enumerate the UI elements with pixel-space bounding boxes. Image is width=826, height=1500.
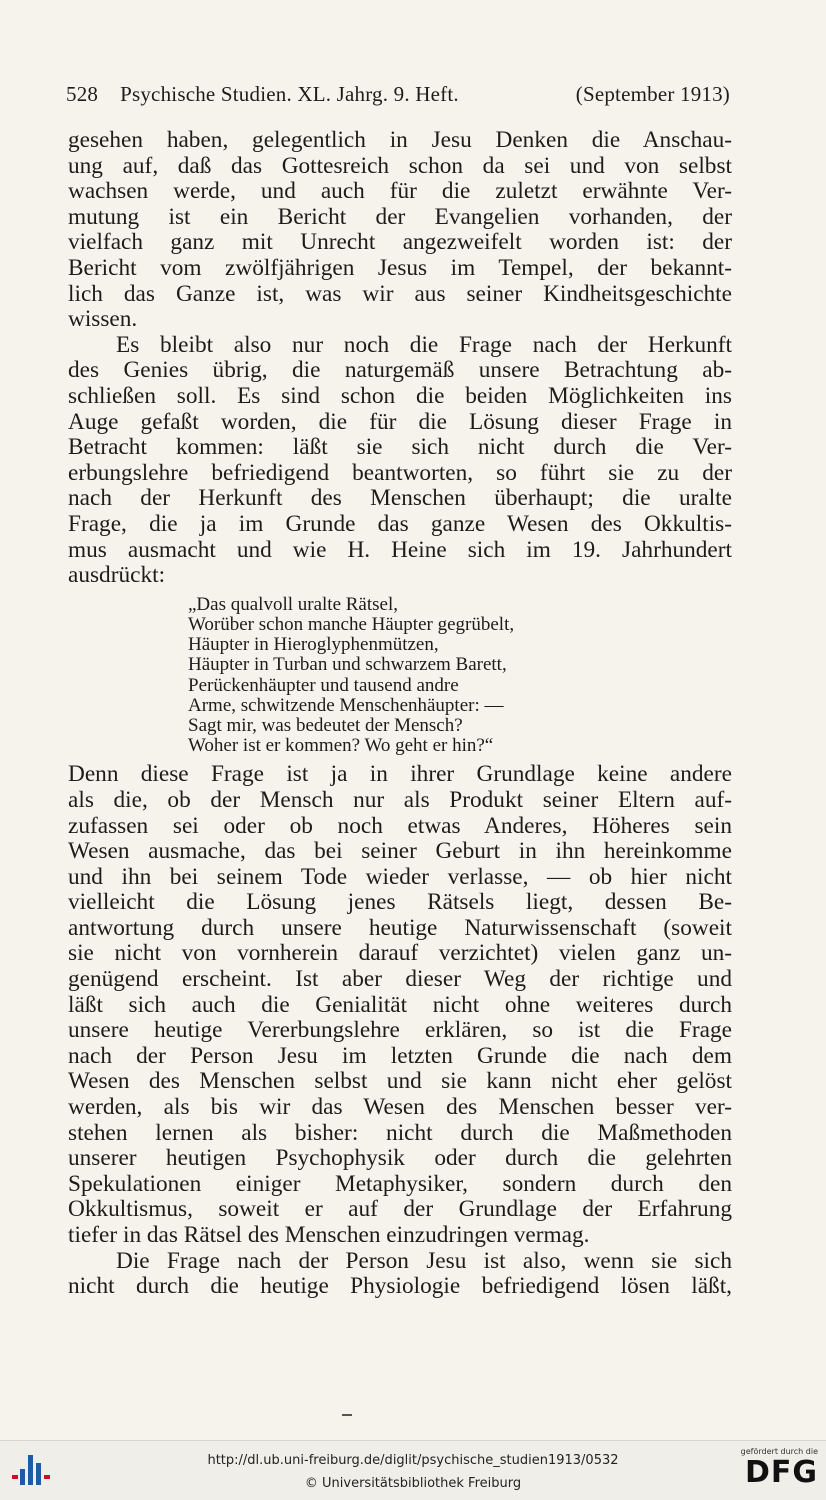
- text-line: sie nicht von vornherein darauf verzichtet) vielen ganz un-: [68, 941, 732, 967]
- verse-line: Worüber schon manche Häupter gegrübelt,: [188, 613, 515, 635]
- text-line: Frage, die ja im Grunde das ganze Wesen des Okkultis-: [68, 511, 732, 537]
- text-line: unserer heutigen Psychophysik oder durch die gelehrten: [68, 1146, 732, 1172]
- text-line: Bericht vom zwölfjährigen Jesus im Tempel, der bekannt-: [68, 255, 732, 281]
- text-line: stehen lernen als bisher: nicht durch die Maßmethoden: [68, 1120, 732, 1146]
- verse-line: Woher ist er kommen? Wo geht er hin?“: [188, 735, 494, 757]
- text-line: Auge gefaßt worden, die für die Lösung dieser Frage in: [68, 409, 732, 435]
- verse-line: Sagt mir, was bedeutet der Mensch?: [188, 714, 463, 736]
- verse-line: Häupter in Hieroglyphenmützen,: [188, 634, 439, 656]
- body-text: [68, 128, 732, 1300]
- page-mark: [342, 1414, 352, 1416]
- text-line: ung auf, daß das Gottesreich schon da sei und von selbst: [68, 153, 732, 179]
- text-line: tiefer in das Rätsel des Menschen einzudringen vermag.: [68, 1223, 590, 1248]
- text-line: zufassen sei oder ob noch etwas Anderes, Höheres sein: [68, 813, 732, 839]
- text-line: Okkultismus, soweit er auf der Grundlage der Erfahrung: [68, 1197, 732, 1223]
- text-line: Denn diese Frage ist ja in ihrer Grundlage keine andere: [68, 762, 732, 788]
- paragraph-3: [68, 762, 732, 1248]
- dfg-wordmark: DFG: [744, 1455, 818, 1490]
- text-line: mutung ist ein Bericht der Evangelien vorhanden, der: [68, 204, 732, 230]
- text-line: läßt sich auch die Genialität nicht ohne weiteres durch: [68, 992, 732, 1018]
- text-line: vielleicht die Lösung jenes Rätsels liegt, dessen Be-: [68, 890, 732, 916]
- text-line: unsere heutige Vererbungslehre erklären, so ist die Frage: [68, 1018, 732, 1044]
- text-line: ausdrückt:: [68, 563, 166, 589]
- text-line: wissen.: [68, 307, 138, 333]
- paragraph-2: [68, 333, 732, 589]
- journal-title: Psychische Studien. XL. Jahrg. 9. Heft.: [120, 82, 459, 106]
- text-line: vielfach ganz mit Unrecht angezweifelt worden ist: der: [68, 230, 732, 256]
- text-line: mus ausmacht und wie H. Heine sich im 19. Jahrhundert: [68, 537, 732, 563]
- page-number: 528: [66, 82, 99, 106]
- text-line: erbungslehre befriedigend beantworten, so führt sie zu der: [68, 460, 732, 486]
- paragraph-1: [68, 128, 732, 333]
- source-url[interactable]: http://dl.ub.uni-freiburg.de/diglit/psychische_studien1913/0532: [207, 1453, 619, 1468]
- text-line: als die, ob der Mensch nur als Produkt seiner Eltern auf-: [68, 787, 732, 813]
- viewer-footer: [0, 1440, 826, 1500]
- funding-note: gefördert durch die: [740, 1447, 818, 1456]
- heine-quotation: [188, 595, 732, 757]
- text-line: Die Frage nach der Person Jesu ist also, wenn sie sich: [116, 1248, 732, 1274]
- text-line: genügend erscheint. Ist aber dieser Weg der richtige und: [68, 967, 732, 993]
- text-line: Wesen des Menschen selbst und sie kann nicht eher gelöst: [68, 1069, 732, 1095]
- text-line: nicht durch die heutige Physiologie befriedigend lösen läßt,: [68, 1274, 732, 1300]
- copyright-notice: © Universitätsbibliothek Freiburg: [304, 1476, 522, 1491]
- text-line: Wesen ausmache, das bei seiner Geburt in ihn hereinkomme: [68, 839, 732, 865]
- text-line: lich das Ganze ist, was wir aus seiner Kindheitsgeschichte: [68, 281, 732, 307]
- dfg-logo: [726, 1447, 818, 1495]
- paragraph-4: [68, 1249, 732, 1300]
- text-line: Es bleibt also nur noch die Frage nach der Herkunft: [116, 332, 732, 358]
- text-line: nach der Person Jesu im letzten Grunde die nach dem: [68, 1043, 732, 1069]
- verse-line: Arme, schwitzende Menschenhäupter: —: [188, 694, 504, 716]
- text-line: gesehen haben, gelegentlich in Jesu Denken die Anschau-: [68, 128, 732, 153]
- text-line: Betracht kommen: läßt sie sich nicht durch die Ver-: [68, 435, 732, 461]
- text-line: wachsen werde, und auch für die zuletzt erwähnte Ver-: [68, 179, 732, 205]
- issue-date: (September 1913): [575, 82, 730, 106]
- text-line: werden, als bis wir das Wesen des Menschen besser ver-: [68, 1095, 732, 1121]
- verse-line: „Das qualvoll uralte Rätsel,: [188, 593, 398, 615]
- verse-line: Häupter in Turban und schwarzem Barett,: [188, 654, 507, 676]
- text-line: des Genies übrig, die naturgemäß unsere Betrachtung ab-: [68, 358, 732, 384]
- text-line: Spekulationen einiger Metaphysiker, sondern durch den: [68, 1171, 732, 1197]
- text-line: schließen soll. Es sind schon die beiden Möglichkeiten ins: [68, 383, 732, 409]
- text-line: und ihn bei seinem Tode wieder verlasse, — ob hier nicht: [68, 864, 732, 890]
- text-line: antwortung durch unsere heutige Naturwissenschaft (soweit: [68, 915, 732, 941]
- running-header: [66, 82, 730, 107]
- verse-line: Perückenhäupter und tausend andre: [188, 674, 459, 696]
- text-line: nach der Herkunft des Menschen überhaupt; die uralte: [68, 486, 732, 512]
